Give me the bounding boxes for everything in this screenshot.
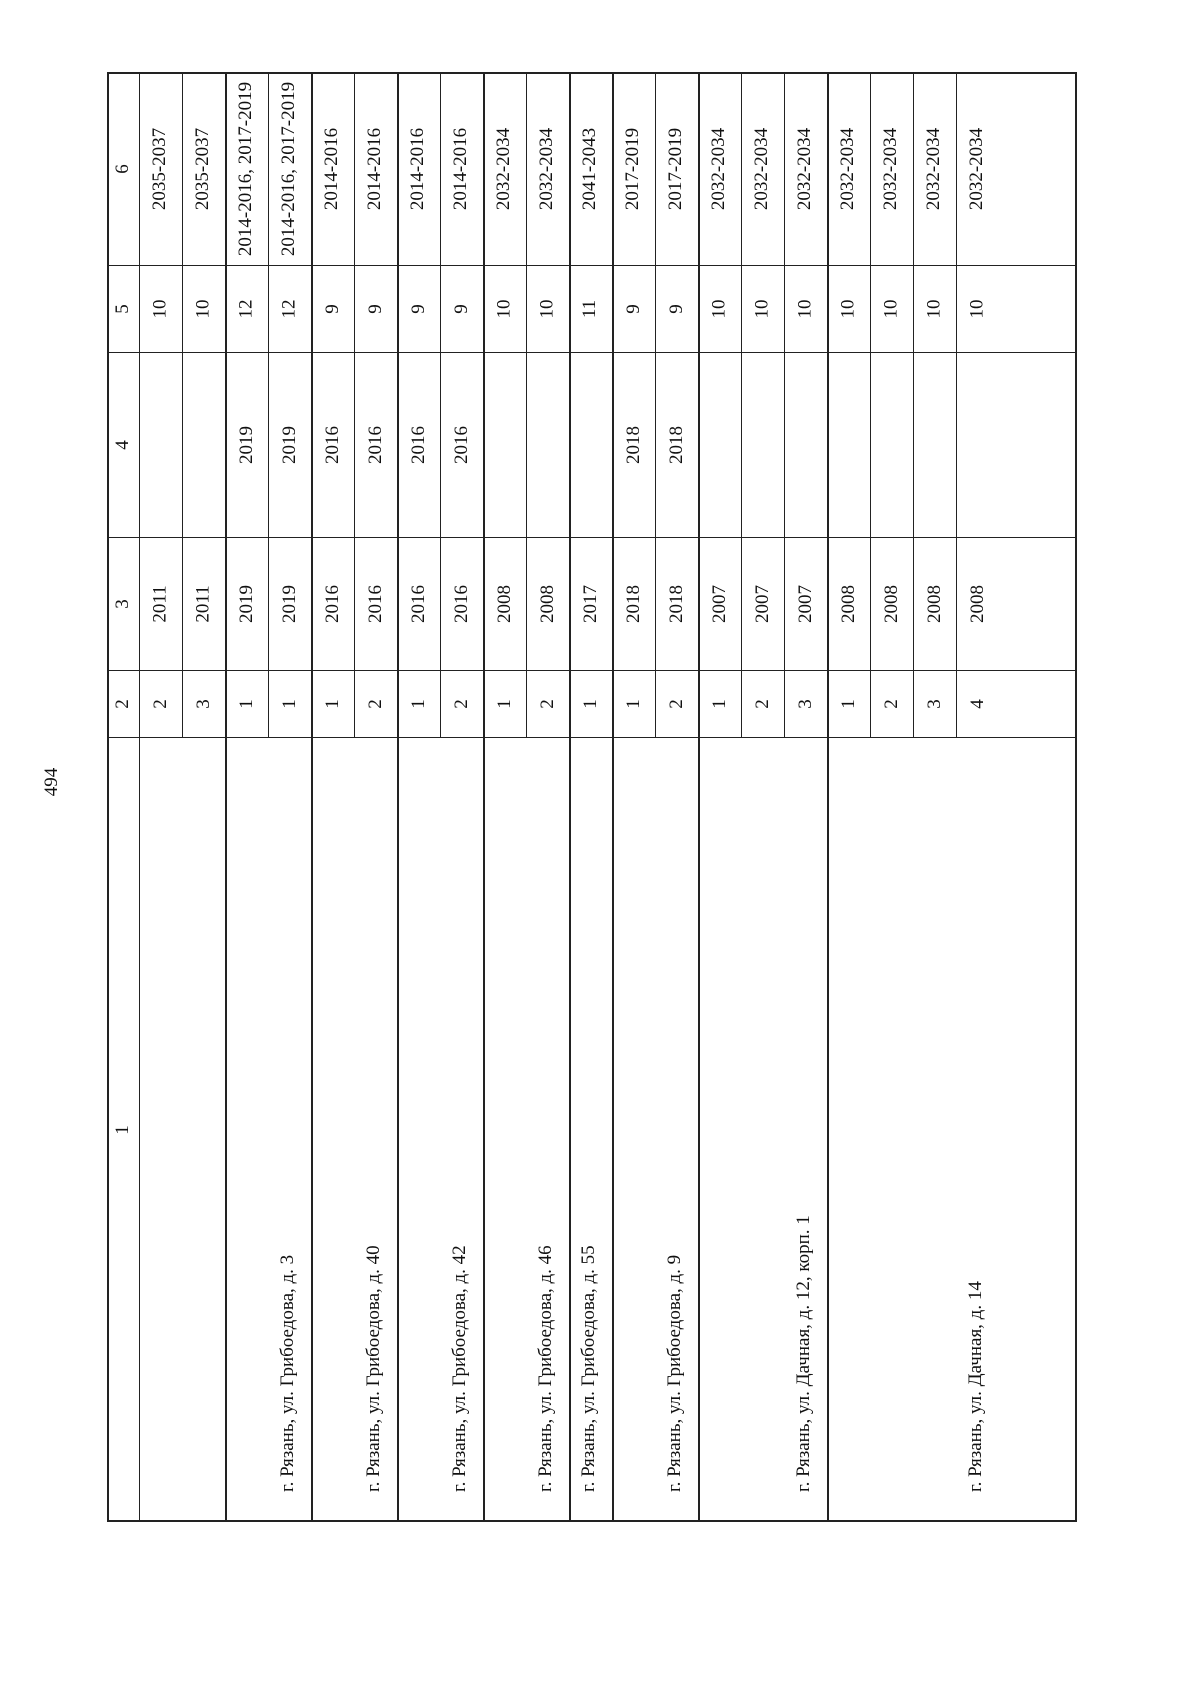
cell-c3-text: 2008	[923, 584, 945, 623]
cell-c3-text: 2007	[708, 584, 730, 623]
cell-c5-text: 10	[966, 299, 988, 318]
cell-address	[569, 737, 612, 1522]
cell-c5	[741, 265, 784, 352]
cell-c3-text: 2016	[364, 584, 386, 623]
cell-c4-text: 2016	[364, 425, 386, 464]
cell-address-text: г. Рязань, ул. Грибоедова, д. 42	[449, 1245, 470, 1492]
cell-n	[741, 670, 784, 737]
cell-c6-text: 2032-2034	[880, 127, 902, 210]
cell-c4-text: 2018	[622, 425, 644, 464]
cell-c6-text: 2014-2016	[450, 127, 472, 210]
cell-c3-text: 2016	[450, 584, 472, 623]
cell-n	[698, 670, 741, 737]
cell-c4	[569, 352, 612, 537]
cell-address	[698, 737, 827, 1522]
page-number: 494	[41, 767, 62, 797]
cell-c6-text: 2032-2034	[966, 127, 988, 210]
cell-n-text: 4	[966, 698, 988, 709]
header-cell-1-text: 1	[112, 1124, 133, 1135]
cell-c3	[870, 537, 913, 670]
cell-c5	[139, 265, 182, 352]
cell-address-text: г. Рязань, ул. Грибоедова, д. 55	[578, 1245, 599, 1492]
cell-c4-text: 2019	[235, 425, 257, 464]
cell-n-text: 1	[708, 698, 730, 709]
cell-c3	[569, 537, 612, 670]
cell-n-text: 1	[235, 698, 257, 709]
cell-c5	[612, 265, 655, 352]
cell-n-text: 1	[622, 698, 644, 709]
cell-c5-text: 10	[708, 299, 730, 318]
cell-c6	[526, 72, 569, 265]
cell-c3-text: 2008	[966, 584, 988, 623]
cell-c6-text: 2014-2016	[407, 127, 429, 210]
cell-c3-text: 2008	[493, 584, 515, 623]
header-cell-4-text: 4	[112, 439, 133, 450]
cell-c6-text: 2032-2034	[794, 127, 816, 210]
cell-c5	[870, 265, 913, 352]
cell-c5-text: 12	[235, 299, 257, 318]
cell-n-text: 1	[837, 698, 859, 709]
cell-address	[827, 737, 999, 1522]
cell-c3	[139, 537, 182, 670]
cell-c6-text: 2032-2034	[751, 127, 773, 210]
cell-c6	[784, 72, 827, 265]
cell-c3	[225, 537, 268, 670]
cell-c4	[440, 352, 483, 537]
cell-n	[311, 670, 354, 737]
cell-c4	[225, 352, 268, 537]
cell-n	[397, 670, 440, 737]
cell-c3-text: 2008	[880, 584, 902, 623]
cell-c5-text: 9	[622, 303, 644, 314]
cell-address-text: г. Рязань, ул. Дачная, д. 12, корп. 1	[793, 1215, 814, 1492]
cell-c6	[827, 72, 870, 265]
cell-c4	[913, 352, 956, 537]
cell-n-text: 2	[665, 698, 687, 709]
cell-c6-text: 2041-2043	[579, 127, 601, 210]
cell-c4	[655, 352, 698, 537]
cell-n	[182, 670, 225, 737]
cell-c5	[354, 265, 397, 352]
cell-c4	[698, 352, 741, 537]
header-cell-4	[107, 352, 139, 537]
cell-n	[827, 670, 870, 737]
cell-c6	[225, 72, 268, 265]
cell-n	[483, 670, 526, 737]
cell-c6-text: 2014-2016	[364, 127, 386, 210]
cell-c3	[612, 537, 655, 670]
cell-n-text: 1	[321, 698, 343, 709]
cell-c4	[354, 352, 397, 537]
cell-c6	[956, 72, 999, 265]
cell-c5-text: 12	[278, 299, 300, 318]
cell-c6	[311, 72, 354, 265]
cell-address-text: г. Рязань, ул. Грибоедова, д. 46	[535, 1245, 556, 1492]
cell-c3	[311, 537, 354, 670]
cell-c6-text: 2032-2034	[493, 127, 515, 210]
rotated-data-table	[107, 72, 1077, 1522]
cell-address	[397, 737, 483, 1522]
header-cell-2-text: 2	[112, 698, 133, 709]
cell-c5-text: 10	[149, 299, 171, 318]
cell-c5-text: 10	[493, 299, 515, 318]
header-cell-1	[107, 737, 139, 1522]
cell-c3	[956, 537, 999, 670]
cell-c5-text: 10	[751, 299, 773, 318]
cell-n	[956, 670, 999, 737]
cell-n	[139, 670, 182, 737]
cell-c6	[741, 72, 784, 265]
table-border-right	[1075, 72, 1077, 1522]
cell-c6-text: 2035-2037	[192, 127, 214, 210]
cell-n-text: 1	[493, 698, 515, 709]
cell-n-text: 2	[149, 698, 171, 709]
cell-c4-text: 2016	[321, 425, 343, 464]
cell-c6-text: 2017-2019	[622, 127, 644, 210]
cell-c6-text: 2014-2016, 2017-2019	[235, 81, 257, 256]
cell-c5	[526, 265, 569, 352]
cell-c4	[612, 352, 655, 537]
cell-address	[612, 737, 698, 1522]
cell-c5	[827, 265, 870, 352]
cell-c3	[440, 537, 483, 670]
cell-c6	[483, 72, 526, 265]
cell-c4-text: 2016	[407, 425, 429, 464]
cell-c3-text: 2019	[235, 584, 257, 623]
cell-n-text: 2	[364, 698, 386, 709]
cell-c5	[569, 265, 612, 352]
cell-c5	[182, 265, 225, 352]
cell-c5	[440, 265, 483, 352]
cell-c6-text: 2014-2016, 2017-2019	[278, 81, 300, 256]
cell-c5	[311, 265, 354, 352]
cell-n-text: 1	[278, 698, 300, 709]
cell-c3	[913, 537, 956, 670]
cell-c6-text: 2032-2034	[536, 127, 558, 210]
cell-c5	[956, 265, 999, 352]
cell-c4	[139, 352, 182, 537]
cell-c6-text: 2032-2034	[923, 127, 945, 210]
cell-n	[655, 670, 698, 737]
cell-n	[612, 670, 655, 737]
cell-n-text: 3	[794, 698, 816, 709]
cell-c4	[483, 352, 526, 537]
cell-c5-text: 10	[837, 299, 859, 318]
cell-c6-text: 2032-2034	[708, 127, 730, 210]
cell-c6-text: 2035-2037	[149, 127, 171, 210]
cell-c6	[268, 72, 311, 265]
cell-address-text: г. Рязань, ул. Грибоедова, д. 3	[277, 1254, 298, 1492]
cell-c3-text: 2018	[665, 584, 687, 623]
cell-c5	[784, 265, 827, 352]
cell-c4	[268, 352, 311, 537]
cell-n-text: 3	[923, 698, 945, 709]
cell-c4	[870, 352, 913, 537]
cell-n-text: 1	[579, 698, 601, 709]
cell-c6	[139, 72, 182, 265]
cell-c4	[526, 352, 569, 537]
cell-address	[225, 737, 311, 1522]
cell-c3	[827, 537, 870, 670]
cell-c3-text: 2016	[407, 584, 429, 623]
cell-n	[268, 670, 311, 737]
cell-address-text: г. Рязань, ул. Грибоедова, д. 9	[664, 1254, 685, 1492]
cell-c3	[741, 537, 784, 670]
cell-c4	[827, 352, 870, 537]
cell-c3-text: 2018	[622, 584, 644, 623]
cell-c6	[397, 72, 440, 265]
cell-c5-text: 9	[364, 303, 386, 314]
cell-c3-text: 2011	[149, 584, 171, 623]
cell-c3	[182, 537, 225, 670]
cell-n	[526, 670, 569, 737]
cell-c5	[655, 265, 698, 352]
cell-c6-text: 2032-2034	[837, 127, 859, 210]
cell-c6	[612, 72, 655, 265]
header-cell-6	[107, 72, 139, 265]
cell-c6	[655, 72, 698, 265]
cell-c5	[268, 265, 311, 352]
cell-c5-text: 9	[321, 303, 343, 314]
cell-c6	[182, 72, 225, 265]
cell-n	[784, 670, 827, 737]
cell-c6	[870, 72, 913, 265]
cell-n-text: 2	[880, 698, 902, 709]
cell-n	[225, 670, 268, 737]
cell-address	[139, 737, 225, 1522]
cell-c3-text: 2008	[837, 584, 859, 623]
cell-c6	[698, 72, 741, 265]
cell-c6	[913, 72, 956, 265]
cell-n-text: 1	[407, 698, 429, 709]
cell-c4-text: 2016	[450, 425, 472, 464]
cell-c4	[397, 352, 440, 537]
cell-n	[354, 670, 397, 737]
cell-c5	[483, 265, 526, 352]
cell-c3-text: 2011	[192, 584, 214, 623]
cell-address	[311, 737, 397, 1522]
cell-c6-text: 2017-2019	[665, 127, 687, 210]
cell-c4	[182, 352, 225, 537]
cell-n-text: 2	[450, 698, 472, 709]
header-cell-3	[107, 537, 139, 670]
cell-c5-text: 11	[579, 299, 601, 318]
cell-c5-text: 10	[794, 299, 816, 318]
cell-c3-text: 2019	[278, 584, 300, 623]
cell-c5-text: 10	[192, 299, 214, 318]
cell-address-text: г. Рязань, ул. Грибоедова, д. 40	[363, 1245, 384, 1492]
header-cell-3-text: 3	[112, 598, 133, 609]
cell-c5-text: 10	[536, 299, 558, 318]
header-cell-2	[107, 670, 139, 737]
cell-n-text: 2	[751, 698, 773, 709]
cell-c4	[956, 352, 999, 537]
cell-c3	[784, 537, 827, 670]
cell-n	[870, 670, 913, 737]
cell-n	[913, 670, 956, 737]
header-cell-5	[107, 265, 139, 352]
cell-c3	[483, 537, 526, 670]
cell-address-text: г. Рязань, ул. Дачная, д. 14	[965, 1281, 986, 1492]
cell-c3	[655, 537, 698, 670]
cell-n-text: 2	[536, 698, 558, 709]
cell-c3-text: 2016	[321, 584, 343, 623]
cell-c5	[225, 265, 268, 352]
cell-c5	[913, 265, 956, 352]
cell-c4	[784, 352, 827, 537]
cell-c3	[354, 537, 397, 670]
cell-c3-text: 2008	[536, 584, 558, 623]
cell-n	[440, 670, 483, 737]
cell-c6	[569, 72, 612, 265]
cell-address	[483, 737, 569, 1522]
cell-c4-text: 2018	[665, 425, 687, 464]
cell-c5-text: 9	[665, 303, 687, 314]
cell-c3	[397, 537, 440, 670]
cell-c6-text: 2014-2016	[321, 127, 343, 210]
cell-c3-text: 2007	[794, 584, 816, 623]
cell-c5	[698, 265, 741, 352]
cell-c3	[698, 537, 741, 670]
cell-c3	[268, 537, 311, 670]
cell-n	[569, 670, 612, 737]
cell-c5-text: 9	[450, 303, 472, 314]
cell-c4-text: 2019	[278, 425, 300, 464]
cell-c3-text: 2017	[579, 584, 601, 623]
cell-c6	[354, 72, 397, 265]
cell-c3	[526, 537, 569, 670]
cell-c3-text: 2007	[751, 584, 773, 623]
cell-c5-text: 9	[407, 303, 429, 314]
header-cell-6-text: 6	[112, 163, 133, 174]
cell-c5-text: 10	[923, 299, 945, 318]
cell-c4	[741, 352, 784, 537]
cell-c4	[311, 352, 354, 537]
cell-c6	[440, 72, 483, 265]
cell-n-text: 3	[192, 698, 214, 709]
header-cell-5-text: 5	[112, 303, 133, 314]
cell-c5-text: 10	[880, 299, 902, 318]
cell-c5	[397, 265, 440, 352]
